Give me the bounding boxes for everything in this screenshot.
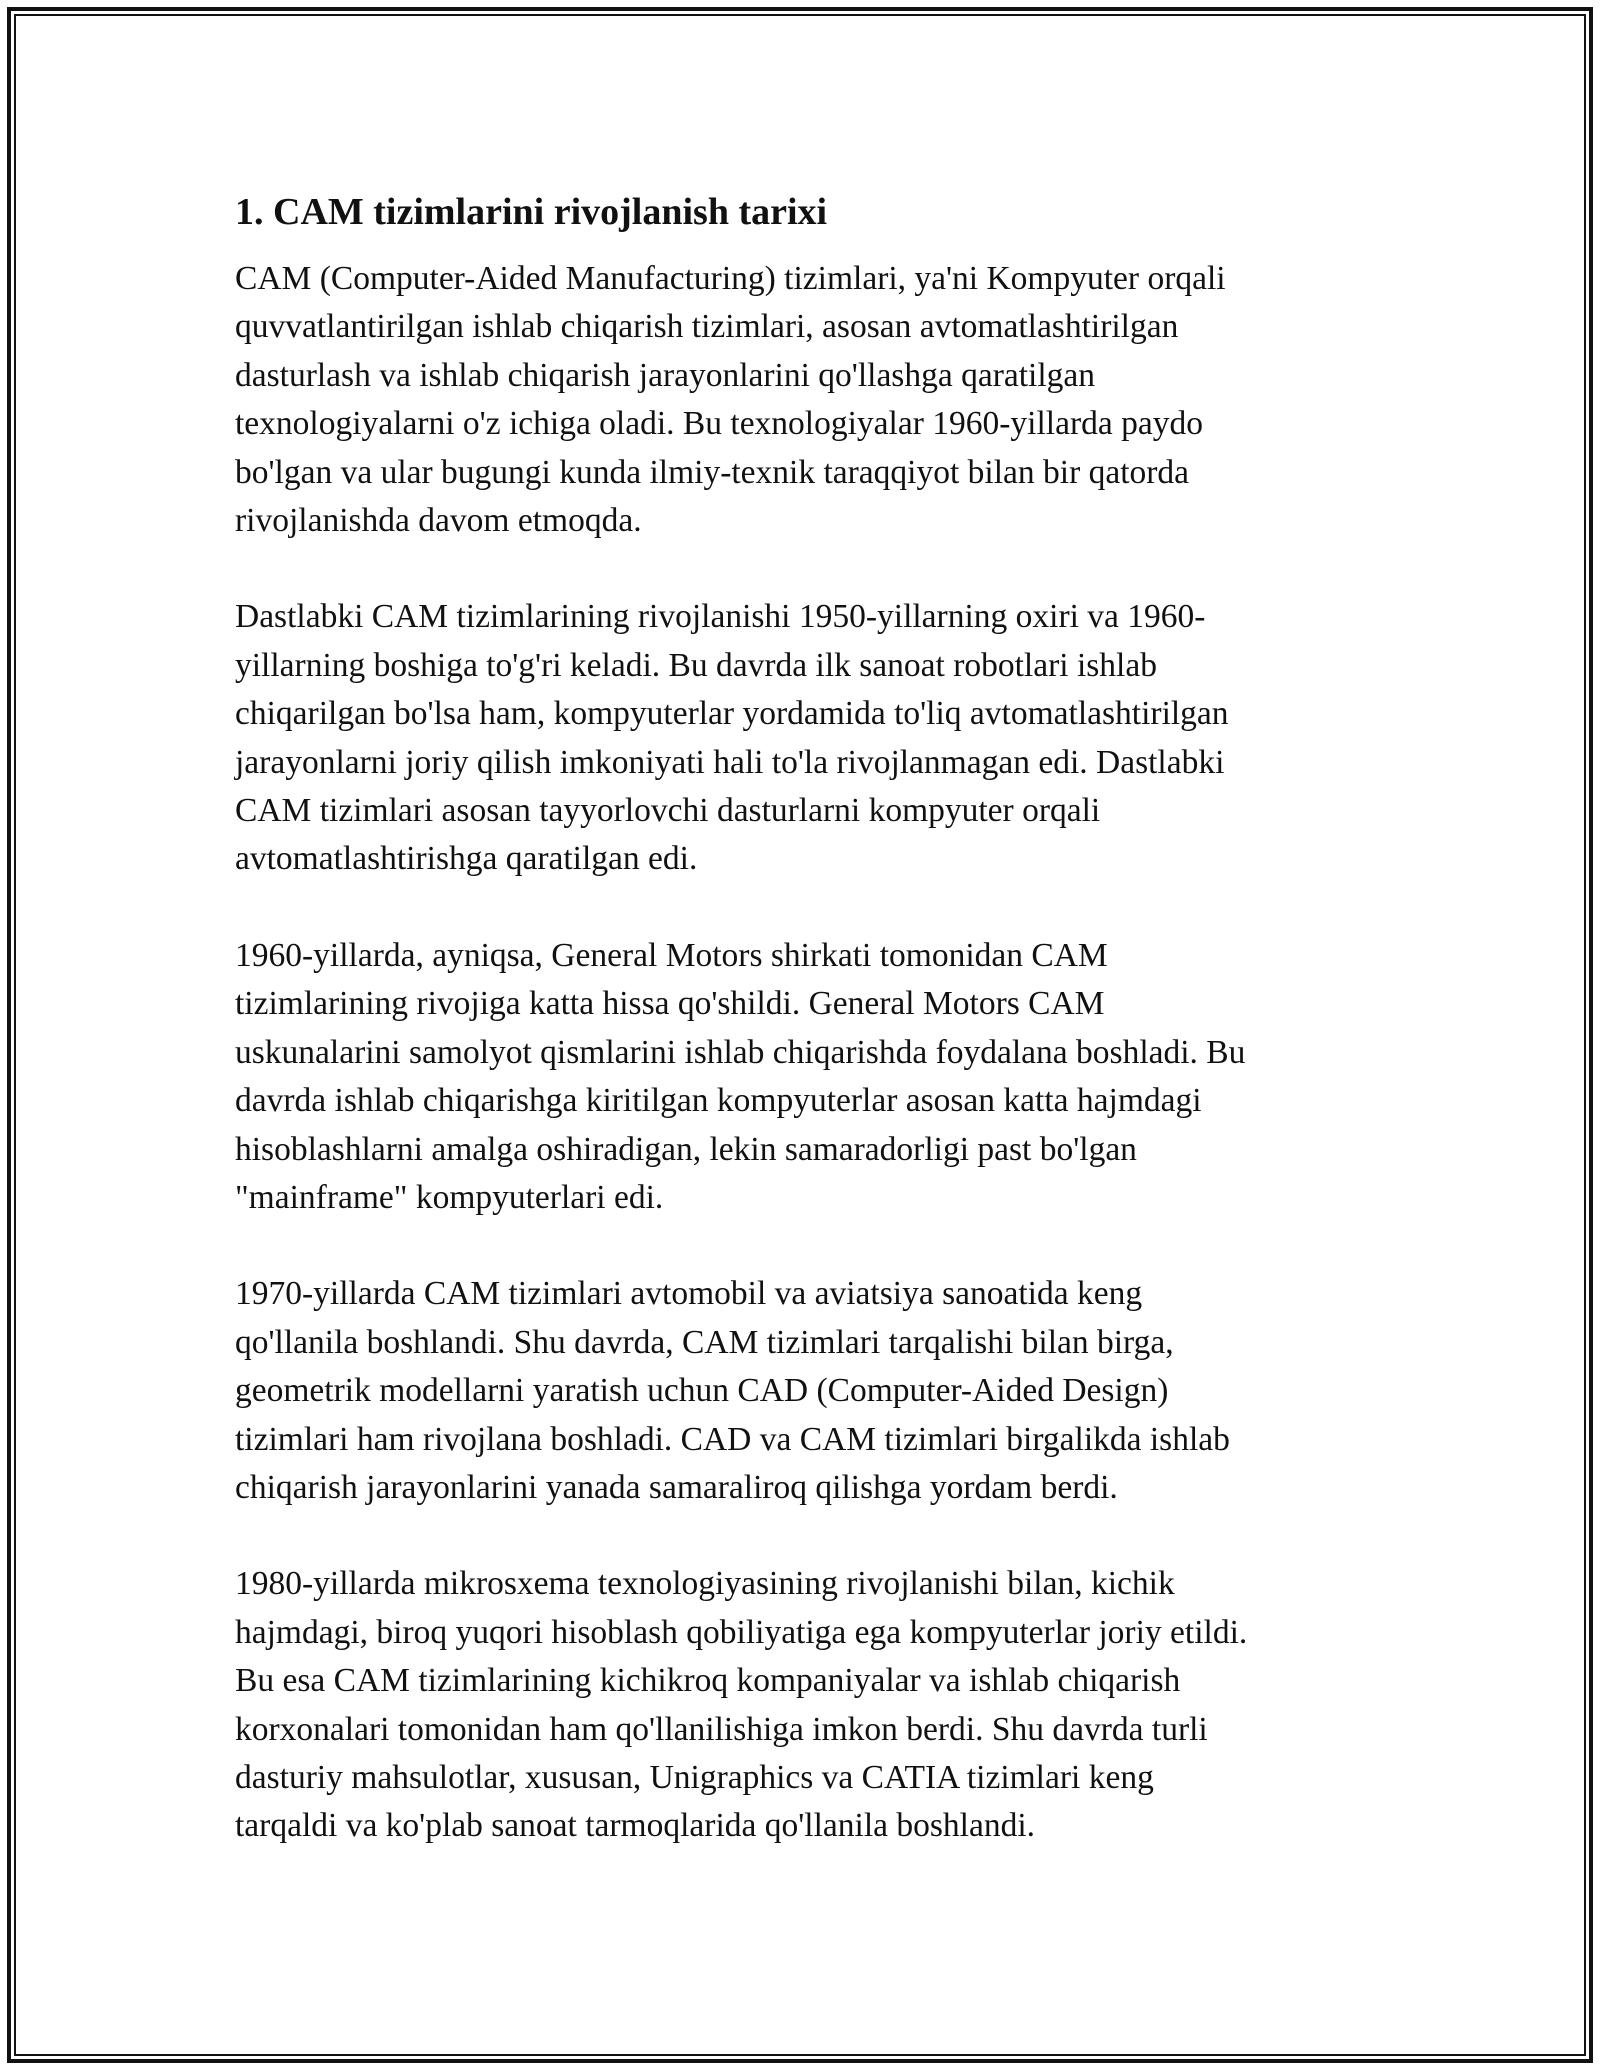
paragraph-line: dasturlash va ishlab chiqarish jarayonlarini qo'llashga qaratilgan xyxy=(235,356,1096,394)
paragraph-line: jarayonlarni joriy qilish imkoniyati hali to'la rivojlanmagan edi. Dastlabki xyxy=(235,743,1225,781)
paragraph xyxy=(235,1270,1365,1512)
paragraph-line: yillarning boshiga to'g'ri keladi. Bu davrda ilk sanoat robotlari ishlab xyxy=(235,646,1157,684)
paragraph-line: hajmdagi, biroq yuqori hisoblash qobiliyatiga ega kompyuterlar joriy etildi. xyxy=(235,1613,1248,1651)
paragraph-line: chiqarish jarayonlarini yanada samaraliroq qilishga yordam berdi. xyxy=(235,1468,1118,1506)
paragraph-line: tarqaldi va ko'plab sanoat tarmoqlarida qo'llanila boshlandi. xyxy=(235,1807,1036,1845)
paragraph-line: CAM (Computer-Aided Manufacturing) tizimlari, ya'ni Kompyuter orqali xyxy=(235,260,1226,297)
paragraph xyxy=(235,593,1365,883)
paragraph-line: avtomatlashtirishga qaratilgan edi. xyxy=(235,840,698,878)
paragraph-line: texnologiyalarni o'z ichiga oladi. Bu texnologiyalar 1960-yillarda paydo xyxy=(235,405,1203,443)
paragraph xyxy=(235,932,1365,1222)
paragraph-line: qo'llanila boshlandi. Shu davrda, CAM tizimlari tarqalishi bilan birga, xyxy=(235,1323,1174,1361)
paragraph-line: "mainframe" kompyuterlari edi. xyxy=(235,1178,664,1216)
paragraph-line: 1970-yillarda CAM tizimlari avtomobil va aviatsiya sanoatida keng xyxy=(235,1275,1143,1313)
paragraph-line: tizimlari ham rivojlana boshladi. CAD va CAM tizimlari birgalikda ishlab xyxy=(235,1420,1230,1458)
paragraph-line: hisoblashlarni amalga oshiradigan, lekin samaradorligi past bo'lgan xyxy=(235,1130,1137,1168)
paragraph-line: uskunalarini samolyot qismlarini ishlab chiqarishda foydalana boshladi. Bu xyxy=(235,1033,1246,1071)
paragraph-line: geometrik modellarni yaratish uchun CAD (Computer-Aided Design) xyxy=(235,1372,1169,1410)
paragraph xyxy=(235,255,1365,545)
paragraph-line: quvvatlantirilgan ishlab chiqarish tizimlari, asosan avtomatlashtirilgan xyxy=(235,308,1179,346)
paragraph-line: davrda ishlab chiqarishga kiritilgan kompyuterlar asosan katta hajmdagi xyxy=(235,1082,1202,1120)
paragraph-line: dasturiy mahsulotlar, xususan, Unigraphics va CATIA tizimlari keng xyxy=(235,1758,1154,1796)
document-body xyxy=(235,185,1365,1899)
paragraph-line: 1980-yillarda mikrosxema texnologiyasining rivojlanishi bilan, kichik xyxy=(235,1565,1175,1603)
paragraph xyxy=(235,1560,1365,1850)
paragraph-line: Bu esa CAM tizimlarining kichikroq kompaniyalar va ishlab chiqarish xyxy=(235,1662,1181,1700)
paragraph-line: rivojlanishda davom etmoqda. xyxy=(235,502,642,540)
paragraph-line: chiqarilgan bo'lsa ham, kompyuterlar yordamida to'liq avtomatlashtirilgan xyxy=(235,695,1229,733)
paragraph-line: Dastlabki CAM tizimlarining rivojlanishi 1950-yillarning oxiri va 1960- xyxy=(235,598,1206,636)
paragraph-line: tizimlarining rivojiga katta hissa qo'shildi. General Motors CAM xyxy=(235,985,1105,1023)
section-heading: 1. CAM tizimlarini rivojlanish tarixi xyxy=(235,191,828,233)
paragraphs-container xyxy=(235,255,1365,1851)
paragraph-line: 1960-yillarda, ayniqsa, General Motors shirkati tomonidan CAM xyxy=(235,936,1108,974)
paragraph-line: bo'lgan va ular bugungi kunda ilmiy-texnik taraqqiyot bilan bir qatorda xyxy=(235,453,1190,491)
paragraph-line: CAM tizimlari asosan tayyorlovchi dasturlarni kompyuter orqali xyxy=(235,792,1101,830)
paragraph-line: korxonalari tomonidan ham qo'llanilishiga imkon berdi. Shu davrda turli xyxy=(235,1710,1208,1748)
